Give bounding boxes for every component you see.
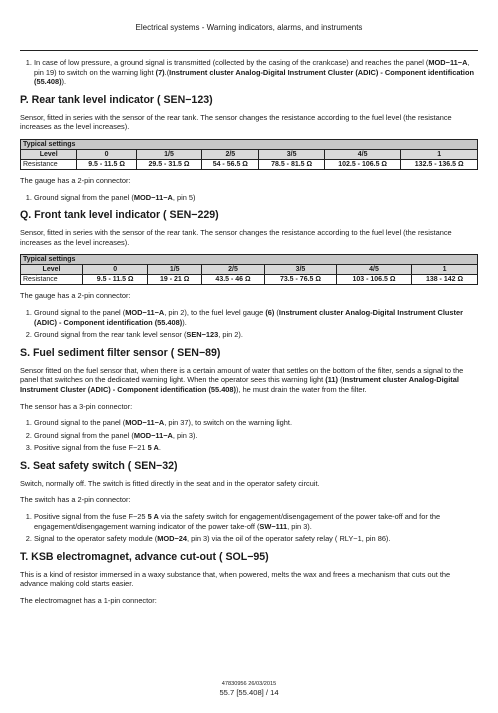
table-cell: 54 - 56.5 Ω [202,159,259,169]
table-header-cell: 4/5 [336,265,411,275]
connector-note: The switch has a 2-pin connector: [20,495,131,505]
table-cell: 73.5 - 76.5 Ω [264,275,336,285]
table-title: Typical settings [21,255,478,265]
table-header-cell: 1 [401,149,478,159]
table-header-cell: 0 [83,265,148,275]
section-description: This is a kind of resistor immersed in a waxy substance that, when powered, melts the wax and frees a mechanism that cuts out the advance making cold starts easier. [20,569,451,589]
list-item: 2. Ground signal from the rear tank level sensor (SEN−123, pin 2). [34,330,478,340]
section-description: Sensor fitted on the fuel sensor that, when there is a certain amount of water that settles on the bottom of the filter, sends a signal to the panel that switches on the dedicated warning light. When the operator sees this warning light (11) (Instrument cluster Analog-Digital Instrument Cluster (ADIC) - Component identification (55.408)), he must drain the water from the filter. [20,365,464,394]
front-tank-settings-table [20,254,478,285]
section-heading-seat-switch: S. Seat safety switch ( SEN−32) [20,459,178,472]
table-cell: 9.5 - 11.5 Ω [77,159,136,169]
table-cell: 103 - 106.5 Ω [336,275,411,285]
table-header-cell: 0 [77,149,136,159]
pin-list [20,512,478,544]
table-cell: 138 - 142 Ω [412,275,478,285]
section-heading-front-tank: Q. Front tank level indicator ( SEN−229) [20,209,219,222]
section-heading-fuel-sediment: S. Fuel sediment filter sensor ( SEN−89) [20,346,221,359]
table-cell: 132.5 - 136.5 Ω [401,159,478,169]
list-item: 1. Ground signal from the panel (MOD−11−A, pin 5) [34,193,478,203]
connector-note: The electromagnet has a 1-pin connector: [20,596,157,606]
table-header-cell: 1/5 [136,149,201,159]
pin-list [20,193,478,203]
list-item: 2. Signal to the operator safety module (MOD−24, pin 3) via the oil of the operator safety relay ( RLY−1, pin 86). [34,534,478,544]
list-item: 3. Positive signal from the fuse F−21 5 A. [34,443,478,453]
list-item: 1. Ground signal to the panel (MOD−11−A, pin 37), to switch on the warning light. [34,418,478,428]
page-footer [0,681,498,697]
list-item: 2. Ground signal from the panel (MOD−11−A, pin 3). [34,431,478,441]
rear-tank-settings-table [20,139,478,170]
document-code: 47830956 26/03/2015 [221,681,277,687]
table-cell: 43.5 - 46 Ω [202,275,265,285]
table-header-cell: 4/5 [324,149,401,159]
header-divider [20,50,478,51]
table-header-cell: 3/5 [264,265,336,275]
pin-list [20,308,478,340]
connector-note: The gauge has a 2-pin connector: [20,291,131,301]
table-cell: 29.5 - 31.5 Ω [136,159,201,169]
table-header-cell: Level [21,265,83,275]
table-header-cell: 2/5 [202,265,265,275]
cross-reference-link[interactable]: Instrument cluster Analog-Digital Instrument Cluster (ADIC) - Component identification (55.408) [34,67,474,87]
list-item: 1. In case of low pressure, a ground signal is transmitted (collected by the casing of the crankcase) and reaches the panel (MOD−11−A, pin 19) to switch on the warning light (7).(Instrument cluster Analog-Digital Instrument Cluster (ADIC) - Component identification (55.408)). [34,58,478,87]
table-header-cell: 2/5 [202,149,259,159]
table-header-cell: 3/5 [259,149,324,159]
pin-list [20,418,478,453]
table-header-cell: 1 [412,265,478,275]
page-content [20,58,478,613]
table-header-cell: Level [21,149,77,159]
table-title: Typical settings [21,139,478,149]
section-heading-ksb-electromagnet: T. KSB electromagnet, advance cut-out ( SOL−95) [20,550,269,563]
connector-note: The sensor has a 3-pin connector: [20,401,133,411]
table-row-label: Resistance [21,275,83,285]
table-row-label: Resistance [21,159,77,169]
list-item: 1. Ground signal to the panel (MOD−11−A, pin 2), to the fuel level gauge (6) (Instrument cluster Analog-Digital Instrument Cluster (ADIC) - Component identification (55.408)). [34,308,478,327]
list-item: 1. Positive signal from the fuse F−25 5 A via the safety switch for engagement/disengagement of the power take-off and for the engagement/disengagement warning indicator of the power take-off (SW−111, pin 3). [34,512,478,531]
page-number: 55.7 [55.408] / 14 [219,688,279,697]
page-header-title: Electrical systems - Warning indicators, alarms, and instruments [135,23,363,32]
section-description: Sensor, fitted in series with the sensor of the rear tank. The sensor changes the resistance according to the fuel level (the resistance increases as the level increases). [20,112,452,132]
section-description: Sensor, fitted in series with the sensor of the rear tank. The sensor changes the resistance according to the fuel level (the resistance increases as the level increases). [20,228,452,247]
cross-reference-link[interactable]: Instrument cluster Analog-Digital Instrument Cluster (ADIC) - Component identification (55.408) [20,375,459,394]
cross-reference-link[interactable]: Instrument cluster Analog-Digital Instrument Cluster (ADIC) - Component identification (55.408) [34,307,463,327]
intro-list [20,58,478,87]
table-cell: 102.5 - 106.5 Ω [324,159,401,169]
table-cell: 78.5 - 81.5 Ω [259,159,324,169]
connector-note: The gauge has a 2-pin connector: [20,175,131,185]
table-header-cell: 1/5 [148,265,202,275]
section-heading-rear-tank: P. Rear tank level indicator ( SEN−123) [20,93,213,106]
table-cell: 9.5 - 11.5 Ω [83,275,148,285]
section-description: Switch, normally off. The switch is fitted directly in the seat and in the operator safety circuit. [20,478,320,488]
table-cell: 19 - 21 Ω [148,275,202,285]
